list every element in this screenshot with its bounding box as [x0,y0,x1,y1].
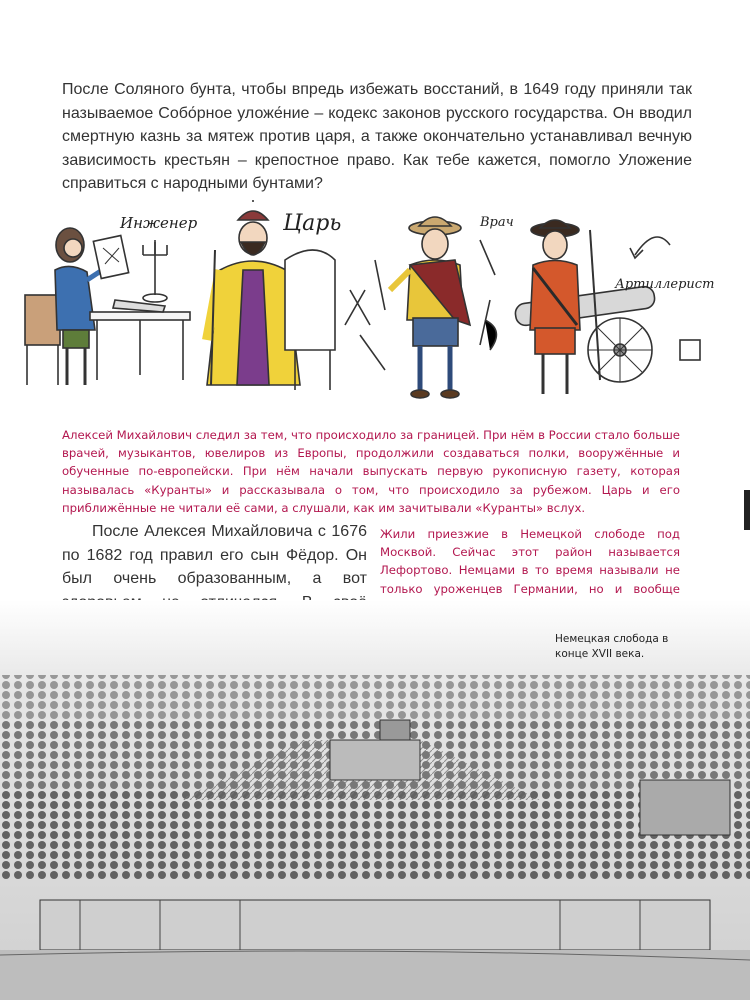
page-edge-marker [742,450,750,570]
engineer-label: Инженер [120,214,198,232]
engraving-caption: Немецкая слобода в конце XVII века. [555,633,669,660]
fedor-paragraph: После Алексея Михайловича с 1676 по 1682 год правил его сын Фёдор. Он был очень образованным, а вот [62,523,367,587]
doctor-figure [345,217,496,398]
tsar-label: Царь [283,211,342,236]
alexei-caption-text: Алексей Михайлович следил за тем, что происходило за границей. При нём в России стало больше врачей, музыкантов, ювелиров из Европы, продолжили создаваться полки, вооружённые и обученные по-европейски. При нём начали выпускать первую рукописную газету, которая называлась «Куранты» и рассказывала о том, что происходило за рубежом. Царь и его приближённые не читали её сами, а слушали, как им зачитывали «Куранты» вслух. [62,428,680,515]
side-note-text: Жили приезжие в Немецкой слободе под Москвой. Сейчас этот район называется Лефортово. Немцами в то время называли не только уроженцев Германии, но и вообще [380,527,680,596]
artillery-label: Артиллерист [615,277,715,292]
artillerist-figure [514,220,700,394]
alexei-caption [62,426,680,517]
intro-paragraph: После Соляного бунта, чтобы впредь избежать восстаний, в 1649 году приняли так называемое Собо́рное уложе́ние – кодекс законов русского государства. Он вводил смертную казнь за мятеж против царя, а также окончательно устанавливал вечную зависимость крестьян – крепостное право. Как тебе кажется, помогло Уложение справиться с народными бунтами? [62,81,692,192]
historical-figures-illustration [15,200,735,415]
engineer-figure [25,228,190,385]
doctor-label: Врач [480,215,514,230]
